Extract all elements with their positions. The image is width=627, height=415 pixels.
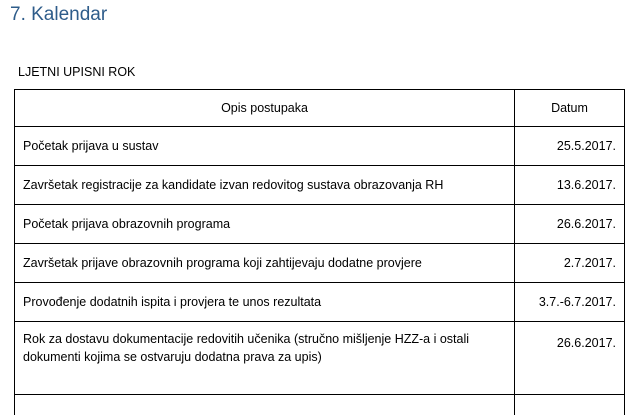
row-date: 26.6.2017. bbox=[515, 322, 625, 395]
row-description: Završetak prijave obrazovnih programa koji zahtijevaju dodatne provjere bbox=[15, 244, 515, 283]
table-header-row bbox=[15, 90, 625, 127]
row-date: 3.7.-6.7.2017. bbox=[515, 283, 625, 322]
row-description: Početak prijava u sustav bbox=[15, 127, 515, 166]
column-header-description: Opis postupaka bbox=[15, 90, 515, 127]
row-date: 2.7.2017. bbox=[515, 244, 625, 283]
page-title: 7. Kalendar bbox=[10, 4, 107, 26]
table-row bbox=[15, 322, 625, 395]
table-row bbox=[15, 283, 625, 322]
table-row-partial bbox=[15, 395, 625, 415]
row-date: 13.6.2017. bbox=[515, 166, 625, 205]
row-description: Početak prijava obrazovnih programa bbox=[15, 205, 515, 244]
row-description: Rok za dostavu dokumentacije redovitih učenika (stručno mišljenje HZZ-a i ostali dokumenti kojima se ostvaruju dodatna prava za upis) bbox=[15, 322, 515, 395]
table-row bbox=[15, 205, 625, 244]
table-row bbox=[15, 244, 625, 283]
row-description: Završetak registracije za kandidate izvan redovitog sustava obrazovanja RH bbox=[15, 166, 515, 205]
row-description-empty bbox=[15, 395, 515, 415]
row-description: Provođenje dodatnih ispita i provjera te unos rezultata bbox=[15, 283, 515, 322]
table-row bbox=[15, 127, 625, 166]
calendar-table bbox=[14, 89, 625, 415]
row-date: 25.5.2017. bbox=[515, 127, 625, 166]
row-date-empty bbox=[515, 395, 625, 415]
table-row bbox=[15, 166, 625, 205]
row-date: 26.6.2017. bbox=[515, 205, 625, 244]
column-header-date: Datum bbox=[515, 90, 625, 127]
section-subtitle: LJETNI UPISNI ROK bbox=[18, 65, 135, 79]
